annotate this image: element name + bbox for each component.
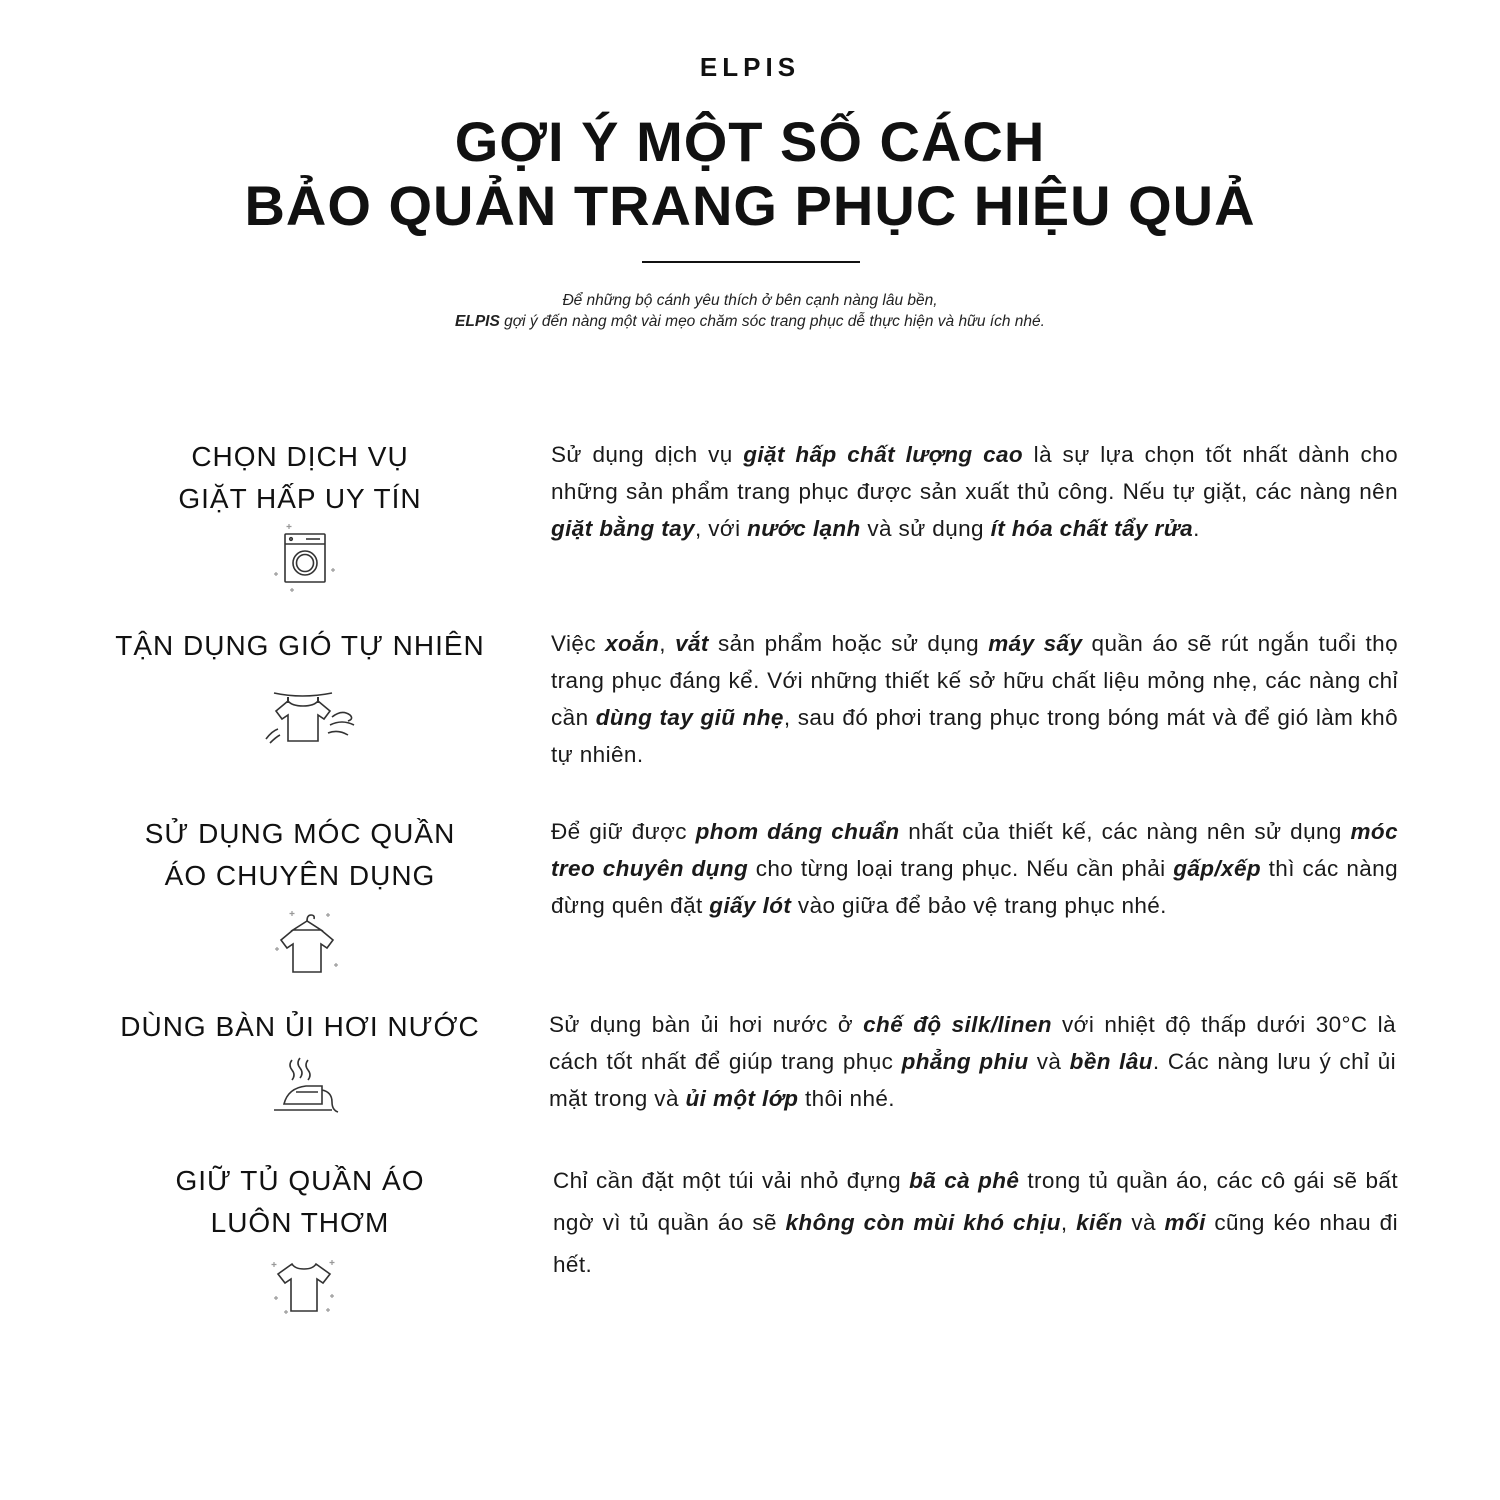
- shirt-wind-drying-icon: [262, 685, 362, 745]
- care-tip-title: [100, 625, 500, 667]
- text-emphasis: giặt hấp chất lượng cao: [743, 442, 1024, 467]
- text-emphasis: phẳng phiu: [901, 1049, 1029, 1074]
- text-emphasis: xoắn: [605, 631, 660, 656]
- text-emphasis: máy sấy: [988, 631, 1083, 656]
- text-run: thì các nàng đừng quên đặt: [551, 856, 1398, 918]
- text-run: Để giữ được: [551, 819, 696, 844]
- text-run: với nhiệt độ thấp dưới 30°C là cách tốt nhất để giúp trang phục: [549, 1012, 1396, 1074]
- care-tip-body: [551, 436, 1398, 547]
- care-tip-title-line-1: DÙNG BÀN ỦI HƠI NƯỚC: [120, 1011, 480, 1042]
- care-tip-body: [553, 1160, 1398, 1286]
- care-tip-title-line-1: GIỮ TỦ QUẦN ÁO: [175, 1165, 425, 1196]
- text-run: và: [1122, 1210, 1165, 1235]
- text-run: ,: [659, 631, 676, 656]
- care-tip-title-line-2: LUÔN THƠM: [210, 1207, 390, 1238]
- text-run: thôi nhé.: [798, 1086, 895, 1111]
- care-tip-title: [100, 813, 500, 897]
- text-run: .: [1193, 516, 1200, 541]
- text-emphasis: giặt bằng tay: [551, 516, 695, 541]
- care-tip-title-line-1: SỬ DỤNG MÓC QUẦN: [144, 818, 456, 849]
- text-emphasis: vắt: [675, 631, 709, 656]
- care-tip-title: [100, 1006, 500, 1048]
- text-run: Sử dụng bàn ủi hơi nước ở: [549, 1012, 864, 1037]
- care-tip-body: [551, 813, 1398, 924]
- intro-line-2-rest: gợi ý đến nàng một vài mẹo chăm sóc trang phục dễ thực hiện và hữu ích nhé.: [499, 313, 1045, 330]
- text-emphasis: nước lạnh: [747, 516, 861, 541]
- text-emphasis: ít hóa chất tẩy rửa: [990, 516, 1194, 541]
- text-emphasis: dùng tay giũ nhẹ: [595, 705, 784, 730]
- text-run: trong tủ quần áo, các cô gái sẽ bất ngờ vì tủ quần áo sẽ: [553, 1168, 1398, 1235]
- text-run: , sau đó phơi trang phục trong bóng mát và để gió làm khô tự nhiên.: [551, 705, 1399, 767]
- care-tip-body: [551, 625, 1398, 773]
- shirt-on-hanger-icon: [272, 907, 342, 979]
- text-run: sản phẩm hoặc sử dụng: [708, 631, 989, 656]
- text-emphasis: phom dáng chuẩn: [695, 819, 900, 844]
- washing-machine-icon: [272, 520, 338, 594]
- page-title-line-2: BẢO QUẢN TRANG PHỤC HIỆU QUẢ: [244, 174, 1256, 237]
- text-emphasis: móc treo chuyên dụng: [551, 819, 1398, 881]
- intro-brand: ELPIS: [455, 313, 500, 330]
- care-tip-title: [100, 1160, 500, 1244]
- text-run: vào giữa để bảo vệ trang phục nhé.: [791, 893, 1167, 918]
- text-run: , với: [694, 516, 748, 541]
- text-run: . Các nàng lưu ý chỉ ủi mặt trong và: [549, 1049, 1397, 1111]
- text-run: và sử dụng: [860, 516, 991, 541]
- brand-logo-text: ELPIS: [699, 52, 801, 82]
- care-tip-title: [100, 436, 500, 520]
- text-emphasis: bã cà phê: [909, 1168, 1020, 1193]
- text-emphasis: gấp/xếp: [1173, 856, 1262, 881]
- page-title-line-1: GỢI Ý MỘT SỐ CÁCH: [454, 110, 1046, 173]
- text-emphasis: chế độ silk/linen: [863, 1012, 1052, 1037]
- text-emphasis: bền lâu: [1069, 1049, 1153, 1074]
- text-emphasis: ủi một lớp: [685, 1086, 799, 1111]
- text-emphasis: mối: [1164, 1210, 1206, 1235]
- page-title: [0, 110, 1500, 238]
- intro-text: [0, 290, 1500, 332]
- text-run: Sử dụng dịch vụ: [551, 442, 744, 467]
- care-tip-body: [549, 1006, 1396, 1117]
- text-run: và: [1028, 1049, 1070, 1074]
- care-tip-title-line-1: TẬN DỤNG GIÓ TỰ NHIÊN: [115, 630, 485, 661]
- text-run: là sự lựa chọn tốt nhất dành cho những sản phẩm trang phục được sản xuất thủ công. Nếu tự giặt, các nàng nên: [551, 442, 1398, 504]
- text-emphasis: giấy lót: [709, 893, 792, 918]
- text-run: nhất của thiết kế, các nàng nên sử dụng: [899, 819, 1351, 844]
- intro-line-2: [0, 311, 1500, 332]
- text-run: quần áo sẽ rút ngắn tuổi thọ trang phục đáng kể. Với những thiết kế sở hữu chất liệu mỏng nhẹ, các nàng chỉ cần: [551, 631, 1398, 730]
- care-tip-title-line-2: ÁO CHUYÊN DỤNG: [164, 860, 436, 891]
- text-emphasis: kiến: [1076, 1210, 1123, 1235]
- text-run: cho từng loại trang phục. Nếu cần phải: [748, 856, 1174, 881]
- steam-iron-icon: [270, 1056, 344, 1116]
- text-run: Chỉ cần đặt một túi vải nhỏ đựng: [553, 1168, 910, 1193]
- text-run: Việc: [551, 631, 606, 656]
- care-tip-title-line-1: CHỌN DỊCH VỤ: [191, 441, 409, 472]
- title-divider: [642, 261, 860, 263]
- text-emphasis: không còn mùi khó chịu: [785, 1210, 1061, 1235]
- text-run: cũng kéo nhau đi hết.: [553, 1210, 1398, 1277]
- fresh-shirt-icon: [268, 1256, 340, 1318]
- text-run: ,: [1060, 1210, 1077, 1235]
- intro-line-1: Để những bộ cánh yêu thích ở bên cạnh nàng lâu bền,: [562, 292, 938, 309]
- care-tip-title-line-2: GIẶT HẤP UY TÍN: [178, 483, 422, 514]
